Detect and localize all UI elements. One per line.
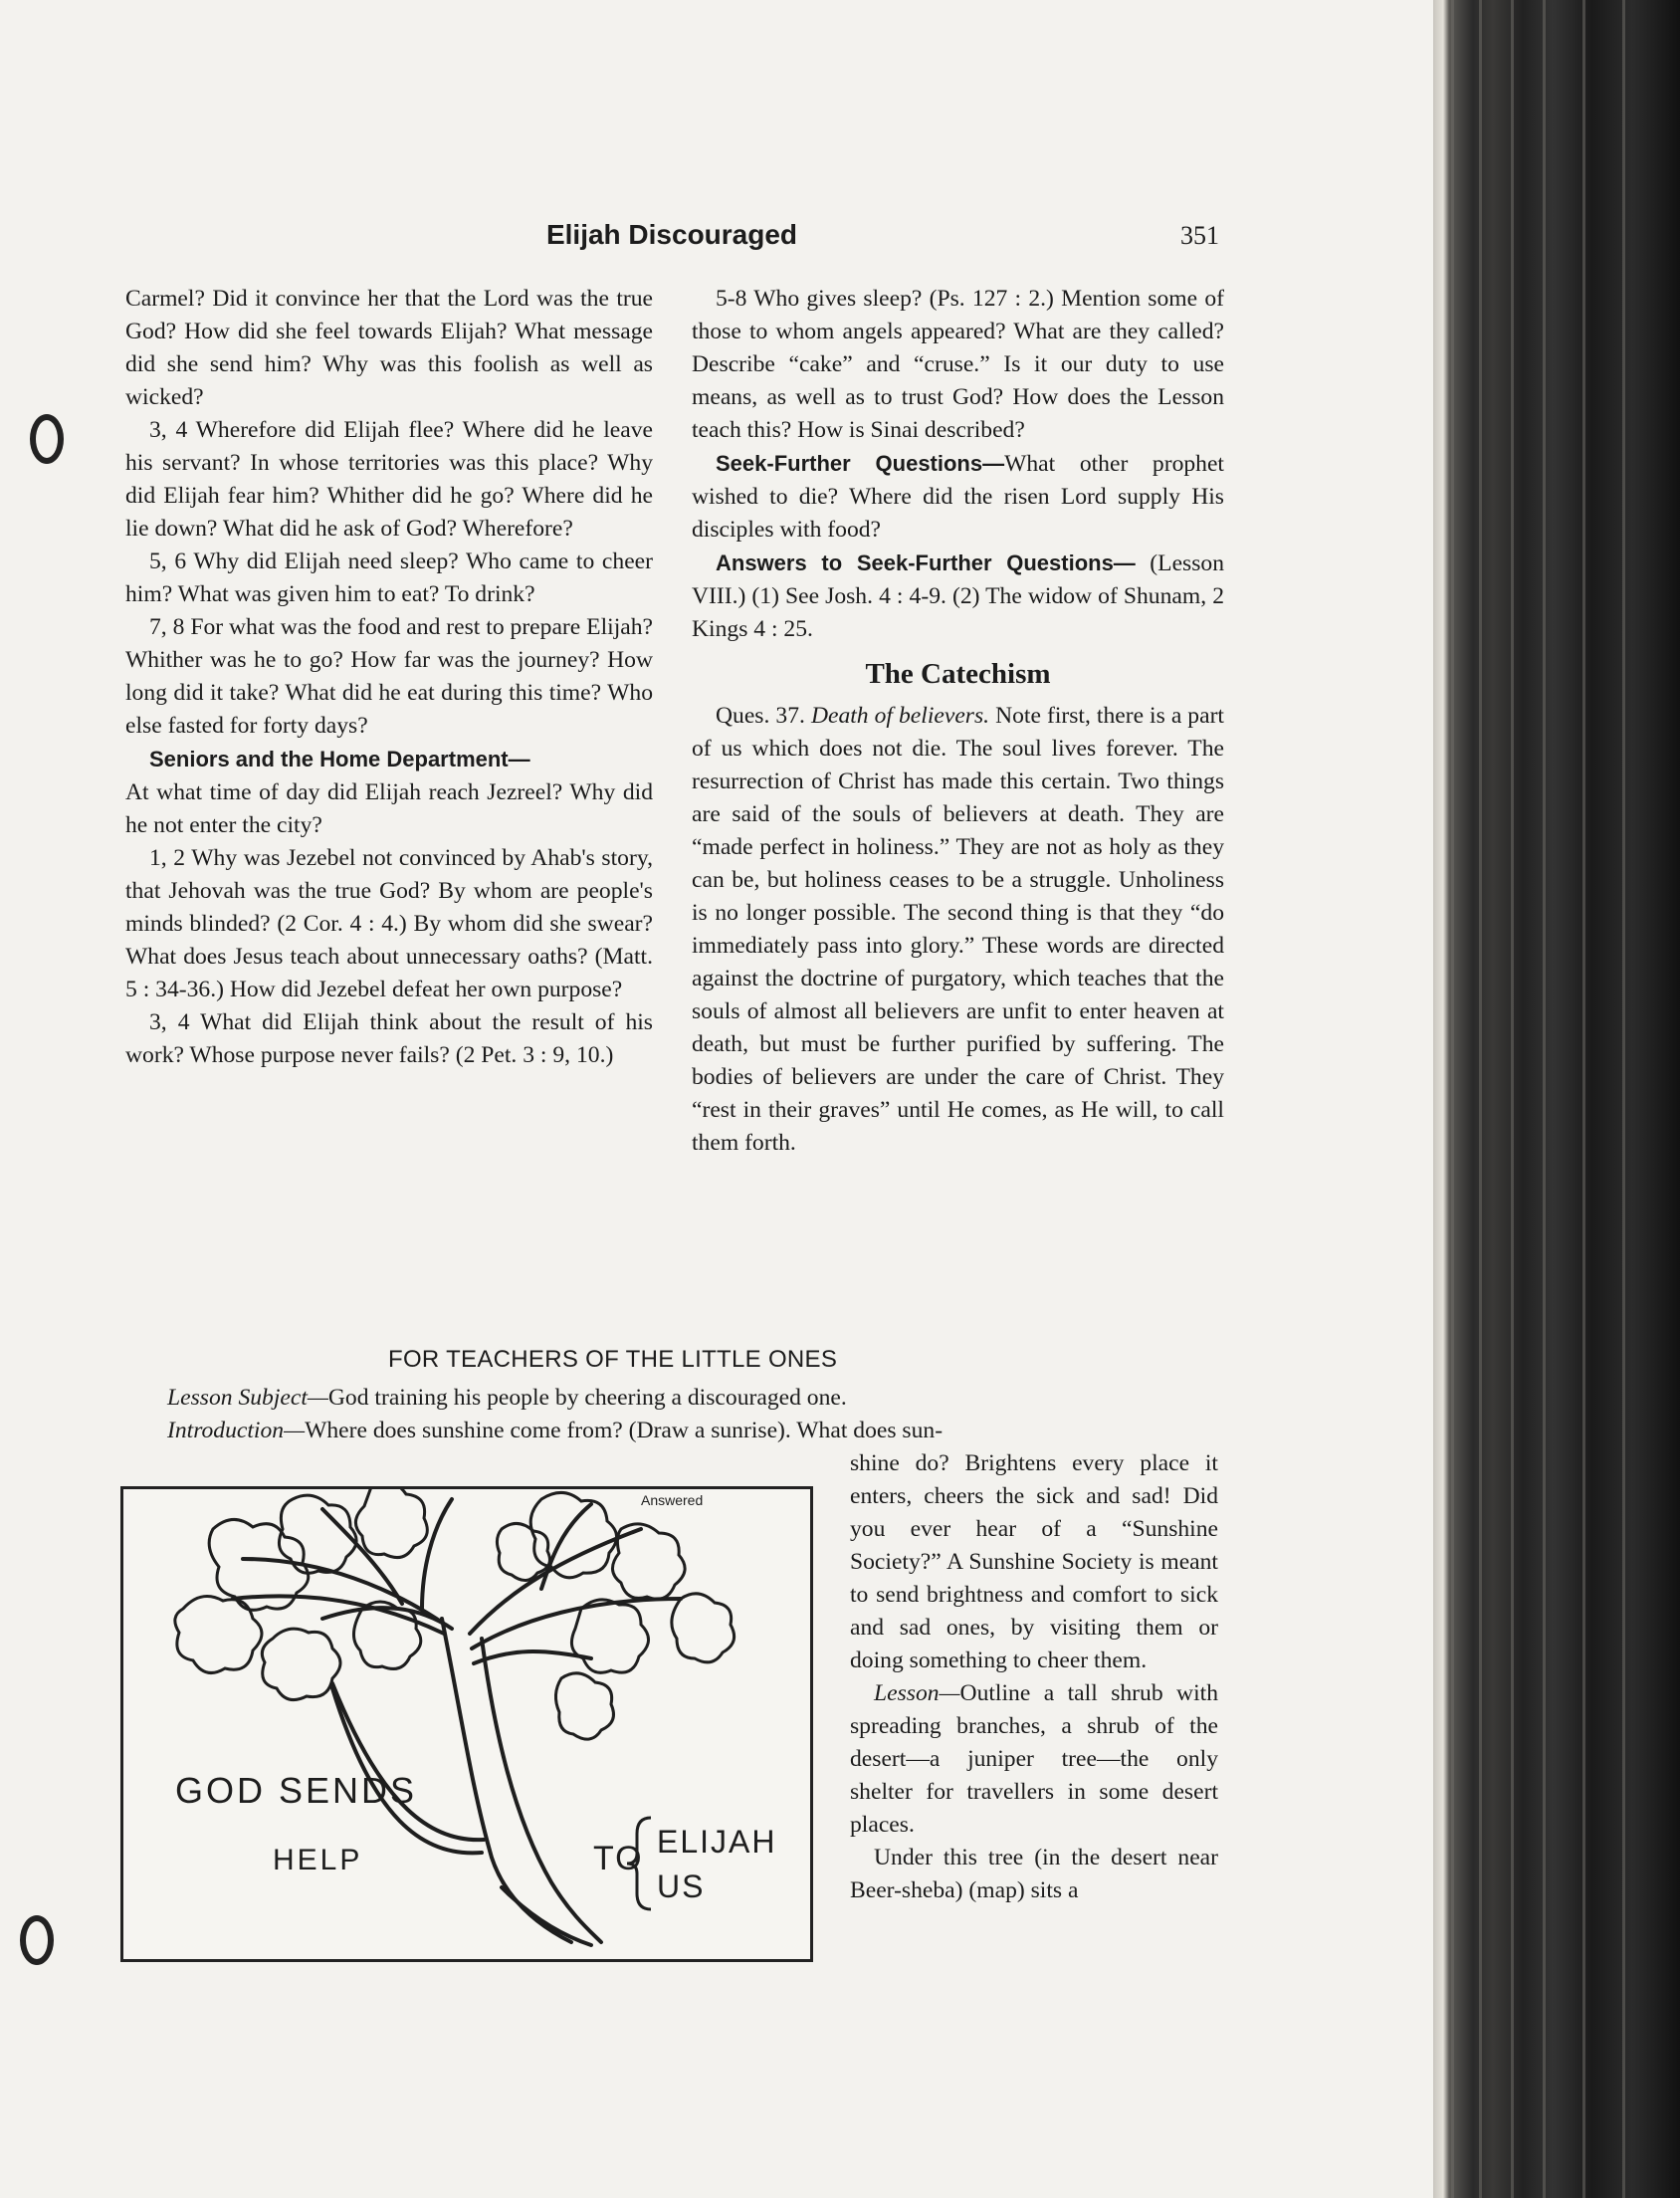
seniors-heading	[125, 743, 653, 776]
introduction-text: Where does sunshine come from? (Draw a sunrise). What does sun-	[305, 1418, 944, 1443]
page-number: 351	[1180, 221, 1219, 250]
juniper-tree-illustration	[123, 1489, 810, 1959]
help-label: HELP	[273, 1844, 363, 1876]
catechism-text: Note first, there is a part of us which does not die. The soul lives forever. The resurrection of Christ has made this certain. Two things are said of the souls of believers at death. They are “made perfect in holiness.” They are not as holy as they can be, but holiness ceases to be a struggle. Unholiness is no longer possible. The second thing is that they “do immediately pass into glory.” These words are directed against the doctrine of purgatory, which teaches that the souls of almost all believers are unfit to enter heaven at death, but must be further purified by suffering. The bodies of believers are under the care of Christ. They “rest in their graves” until He comes, as He will, to call them forth.	[692, 703, 1224, 1156]
answers-paragraph	[692, 547, 1224, 646]
page-edge-line	[1582, 0, 1585, 2198]
seek-further-paragraph	[692, 447, 1224, 547]
book-page-edges	[1433, 0, 1680, 2198]
page-edge-line	[1451, 0, 1454, 2198]
right-column	[692, 283, 1224, 1160]
lesson-paragraph	[850, 1677, 1218, 1842]
lesson-subject-text: God training his people by cheering a discouraged one.	[327, 1385, 847, 1411]
little-ones-heading: FOR TEACHERS OF THE LITTLE ONES	[388, 1346, 838, 1373]
paragraph: 1, 2 Why was Jezebel not convinced by Ahab's story, that Jehovah was the true God? By whom are people's minds blinded? (2 Cor. 4 : 4.) By whom did she swear? What does Jesus teach about unnecessary oaths? (Matt. 5 : 34-36.) How did Jezebel defeat her own purpose?	[125, 845, 653, 1002]
answered-label: Answered	[641, 1492, 704, 1508]
catechism-title: The Catechism	[865, 658, 1051, 690]
page-edge-line	[1479, 0, 1482, 2198]
introduction-label: Introduction—	[167, 1418, 306, 1443]
lesson-label: Lesson—	[874, 1680, 960, 1706]
seek-further-text: What other prophet wished to die? Where did the risen Lord supply His disciples with food?	[692, 451, 1224, 543]
paragraph: 3, 4 What did Elijah think about the result of his work? Whose purpose never fails? (2 Pet. 3 : 9, 10.)	[125, 1009, 653, 1068]
binding-ring	[20, 1915, 54, 1965]
narrow-column	[850, 1447, 1218, 1907]
lesson-subject-label: Lesson Subject—	[167, 1385, 328, 1411]
paragraph: 3, 4 Wherefore did Elijah flee? Where did he leave his servant? In whose territories was this place? Why did Elijah fear him? Whither did he go? Where did he lie down? What did he ask of God? Wherefore?	[125, 417, 653, 542]
seniors-heading-text: Seniors and the Home Department—	[149, 747, 530, 771]
paragraph: 5, 6 Why did Elijah need sleep? Who came to cheer him? What was given him to eat? To drink?	[125, 549, 653, 607]
paragraph: 5-8 Who gives sleep? (Ps. 127 : 2.) Mention some of those to whom angels appeared? What are they called? Describe “cake” and “cruse.” Is it our duty to use means, as well as to trust God? How does the Lesson teach this? How is Sinai described?	[692, 286, 1224, 443]
paragraph: Carmel? Did it convince her that the Lord was the true God? How did she feel towards Elijah? What message did she send him? Why was this foolish as well as wicked?	[125, 286, 653, 410]
binding-ring	[30, 414, 64, 464]
paragraph: 7, 8 For what was the food and rest to prepare Elijah? Whither was he to go? How far was the journey? How long did it take? What did he eat during this time? Who else fasted for forty days?	[125, 614, 653, 739]
page-edge-line	[1511, 0, 1514, 2198]
paragraph: shine do? Brightens every place it enters, cheers the sick and sad! Did you ever hear of a “Sunshine Society?” A Sunshine Society is meant to send brightness and comfort to sick and sad ones, by visiting them or doing something to cheer them.	[850, 1450, 1218, 1673]
page-edge-line	[1543, 0, 1546, 2198]
to-label: TO	[593, 1840, 644, 1877]
elijah-label: ELIJAH	[657, 1824, 777, 1860]
catechism-paragraph	[692, 700, 1224, 1160]
paragraph: Under this tree (in the desert near Beer-sheba) (map) sits a	[850, 1845, 1218, 1903]
seek-further-heading: Seek-Further Questions—	[716, 451, 1005, 476]
catechism-topic: Death of believers.	[810, 703, 990, 729]
lesson-text: Outline a tall shrub with spreading branches, a shrub of the desert—a juniper tree—the only shelter for travellers in some desert places.	[850, 1680, 1218, 1838]
god-sends-label: GOD SENDS	[175, 1770, 418, 1811]
page-title: Elijah Discouraged	[545, 219, 798, 250]
lesson-subject-line	[167, 1382, 847, 1415]
answers-heading: Answers to Seek-Further Questions—	[716, 550, 1136, 575]
introduction-line	[167, 1415, 1222, 1447]
paragraph: At what time of day did Elijah reach Jezreel? Why did he not enter the city?	[125, 779, 653, 838]
page-edge-line	[1622, 0, 1625, 2198]
left-column	[125, 283, 653, 1072]
answers-text: (Lesson VIII.) (1) See Josh. 4 : 4-9. (2) The widow of Shunam, 2 Kings 4 : 25.	[692, 550, 1224, 642]
blackboard-drawing	[120, 1486, 813, 1962]
us-label: US	[657, 1868, 706, 1904]
catechism-lead: Ques. 37.	[716, 703, 805, 729]
